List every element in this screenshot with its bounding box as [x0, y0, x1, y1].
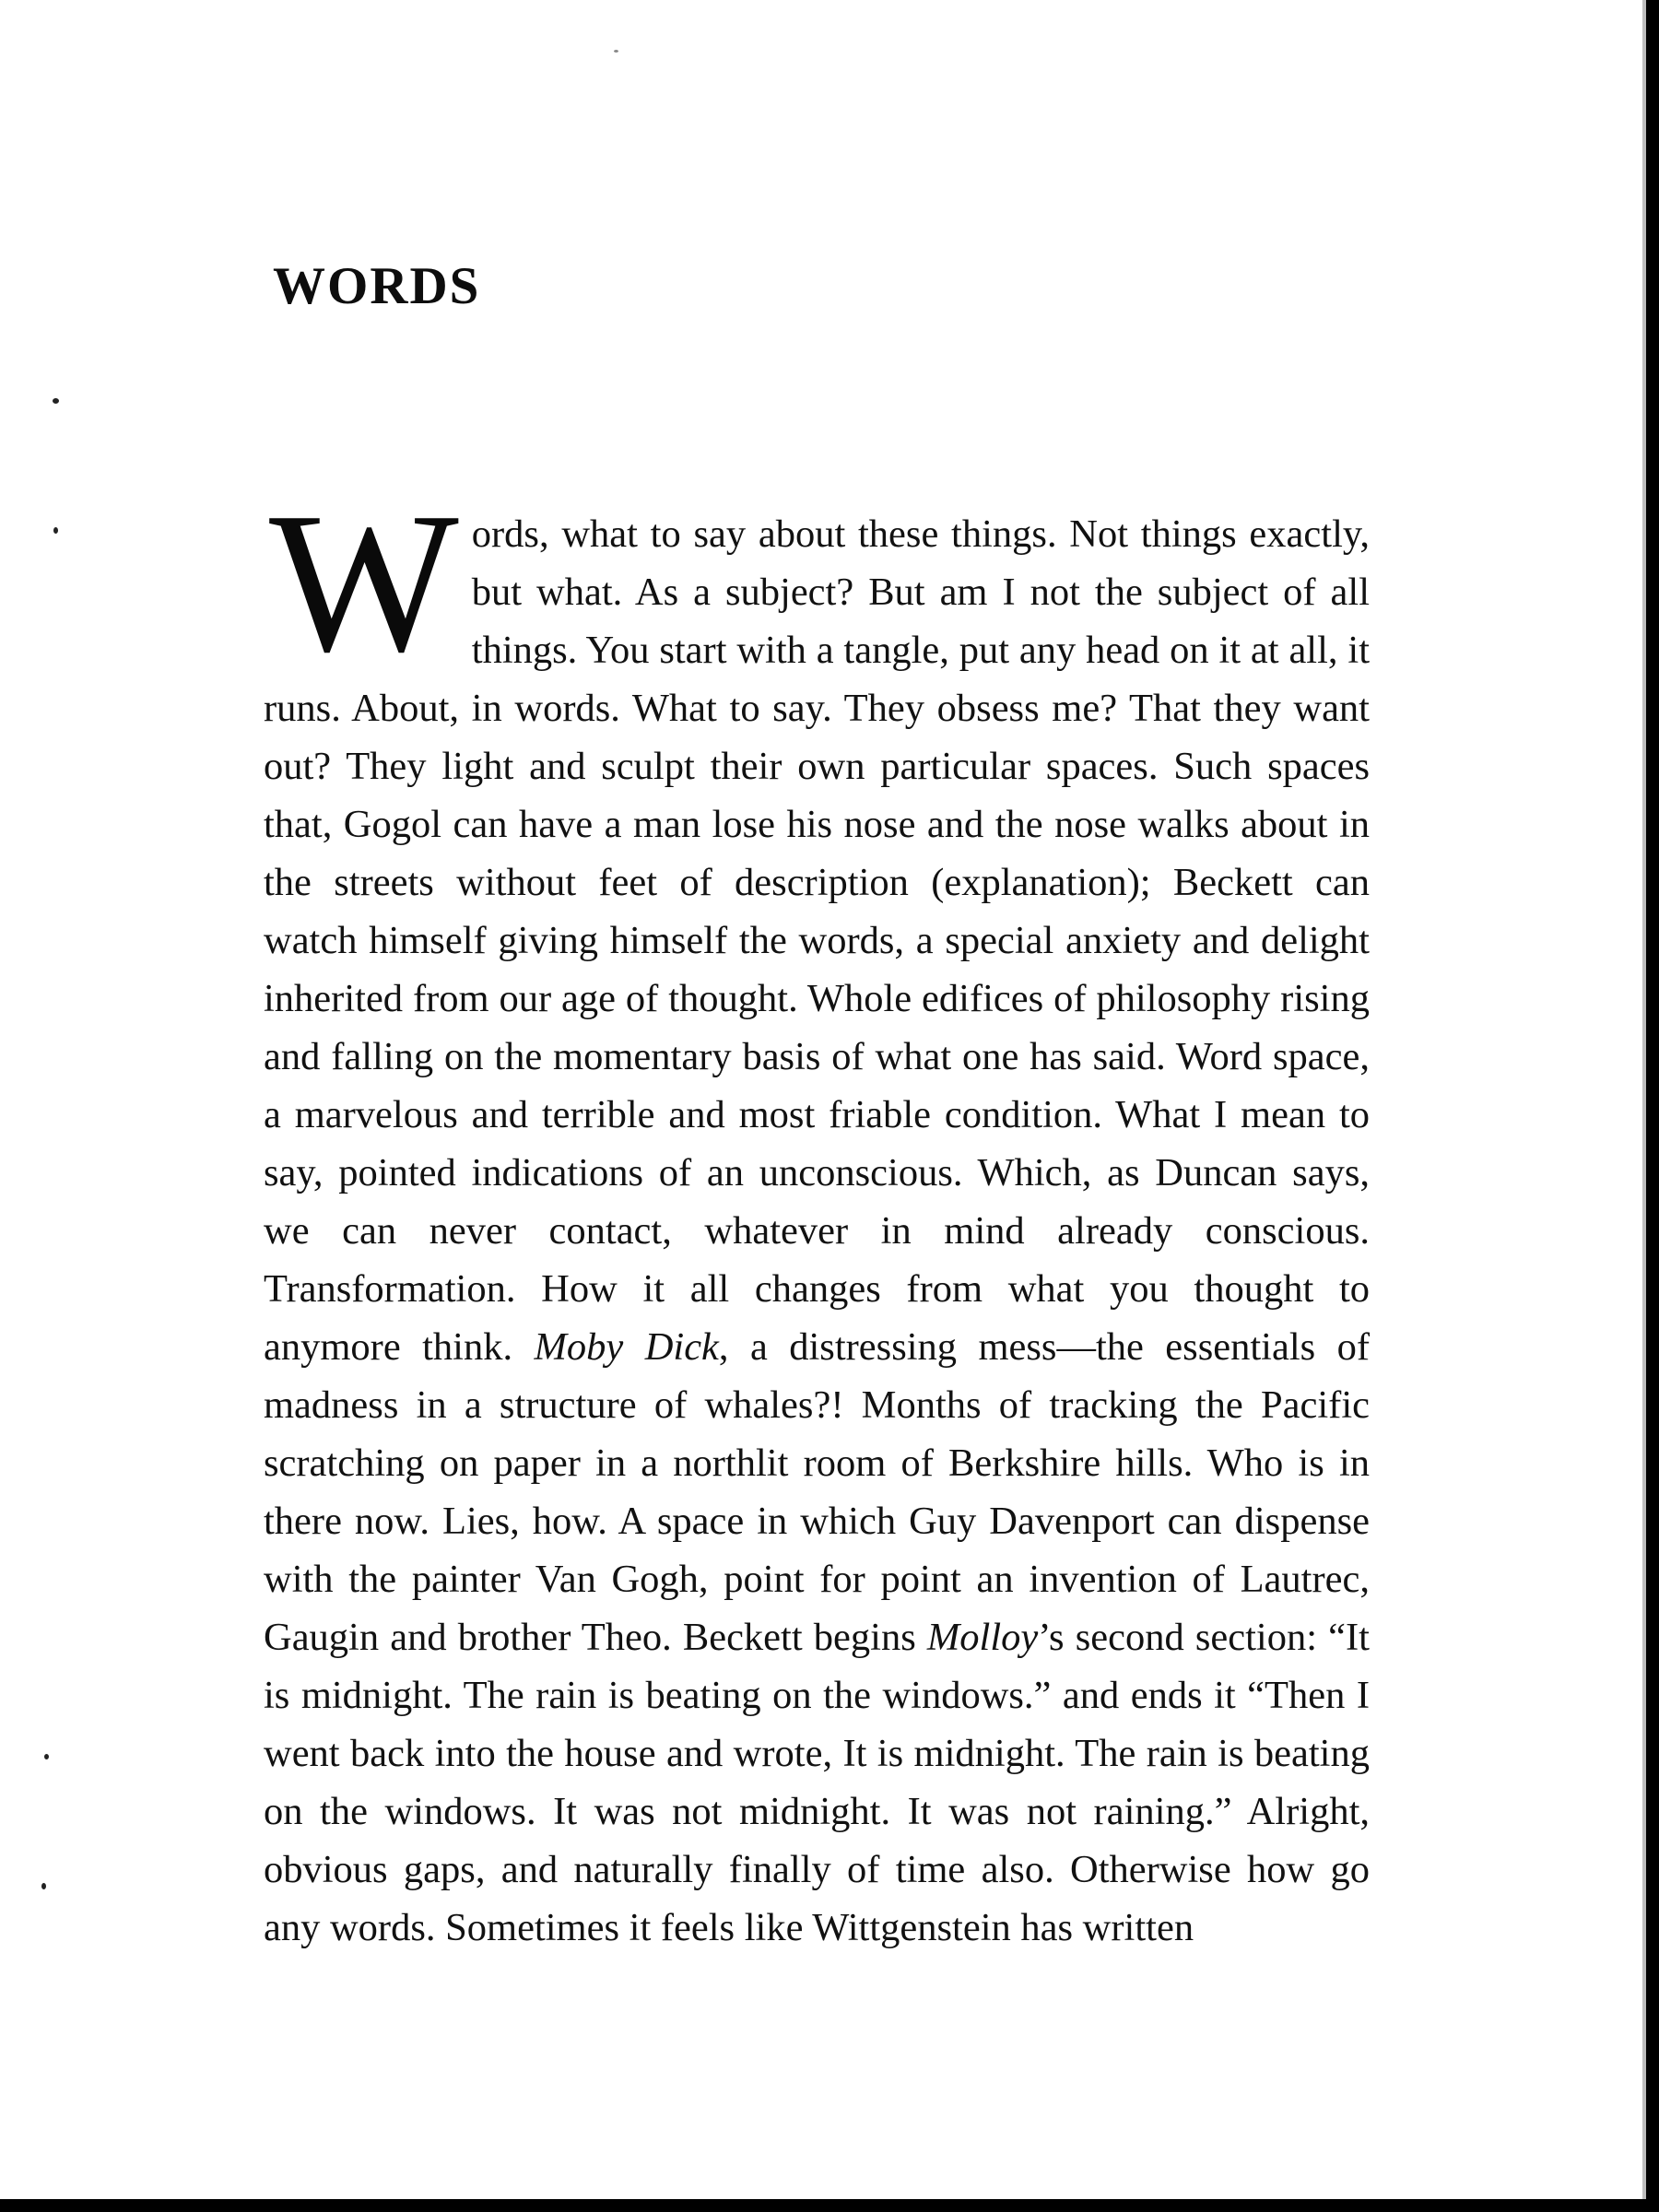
italic-title-moby-dick: Moby Dick	[534, 1325, 719, 1369]
text-segment: , a distressing mess—the essentials of madness in a structure of whales?! Months of tracking the Pacific scratching on paper in a northlit room of Berkshire hills. Who is in there now. Lies, how. A space in which Guy Davenport can dispense with the painter Van Gogh, point for point an invention of Lautrec, Gaugin and brother Theo. Beckett begins	[264, 1325, 1370, 1659]
scan-speck	[614, 50, 618, 53]
scan-speck	[53, 398, 59, 404]
text-segment: ords, what to say about these things. Not things exactly, but what. As a subject? But am I not the subject of all things. You start with a tangle, put any head on it at all, it runs. About, in words. What to say. They obsess me? That they want out? They light and sculpt their own particular spaces. Such spaces that, Gogol can have a man lose his nose and the nose walks about in the streets without feet of description (explanation); Beckett can watch himself giving himself the words, a special anxiety and delight inherited from our age of thought. Whole edifices of philosophy rising and falling on the momentary basis of what one has said. Word space, a marvelous and terrible and most friable condition. What I mean to say, pointed indications of an unconscious. Which, as Duncan says, we can never contact, whatever in mind already conscious. Transformation. How it all changes from what you thought to anymore think.	[264, 512, 1370, 1369]
text-segment: ’s second section: “It is midnight. The rain is beating on the windows.” and ends it “Then I went back into the house and wrote, It is midnight. The rain is beating on the windows. It was not midnight. It was not raining.” Alright, obvious gaps, and naturally finally of time also. Otherwise how go any words. Sometimes it feels like Wittgenstein has written	[264, 1616, 1370, 1949]
scan-speck	[53, 527, 58, 534]
page-title: WORDS	[273, 257, 481, 315]
drop-cap: W	[269, 472, 459, 694]
scan-speck	[44, 1754, 49, 1759]
body-paragraph	[264, 472, 1370, 1957]
scan-edge-bottom	[0, 2199, 1659, 2212]
scan-speck	[41, 1883, 46, 1889]
scan-edge-right	[1646, 0, 1659, 2212]
italic-title-molloy: Molloy	[926, 1616, 1039, 1659]
